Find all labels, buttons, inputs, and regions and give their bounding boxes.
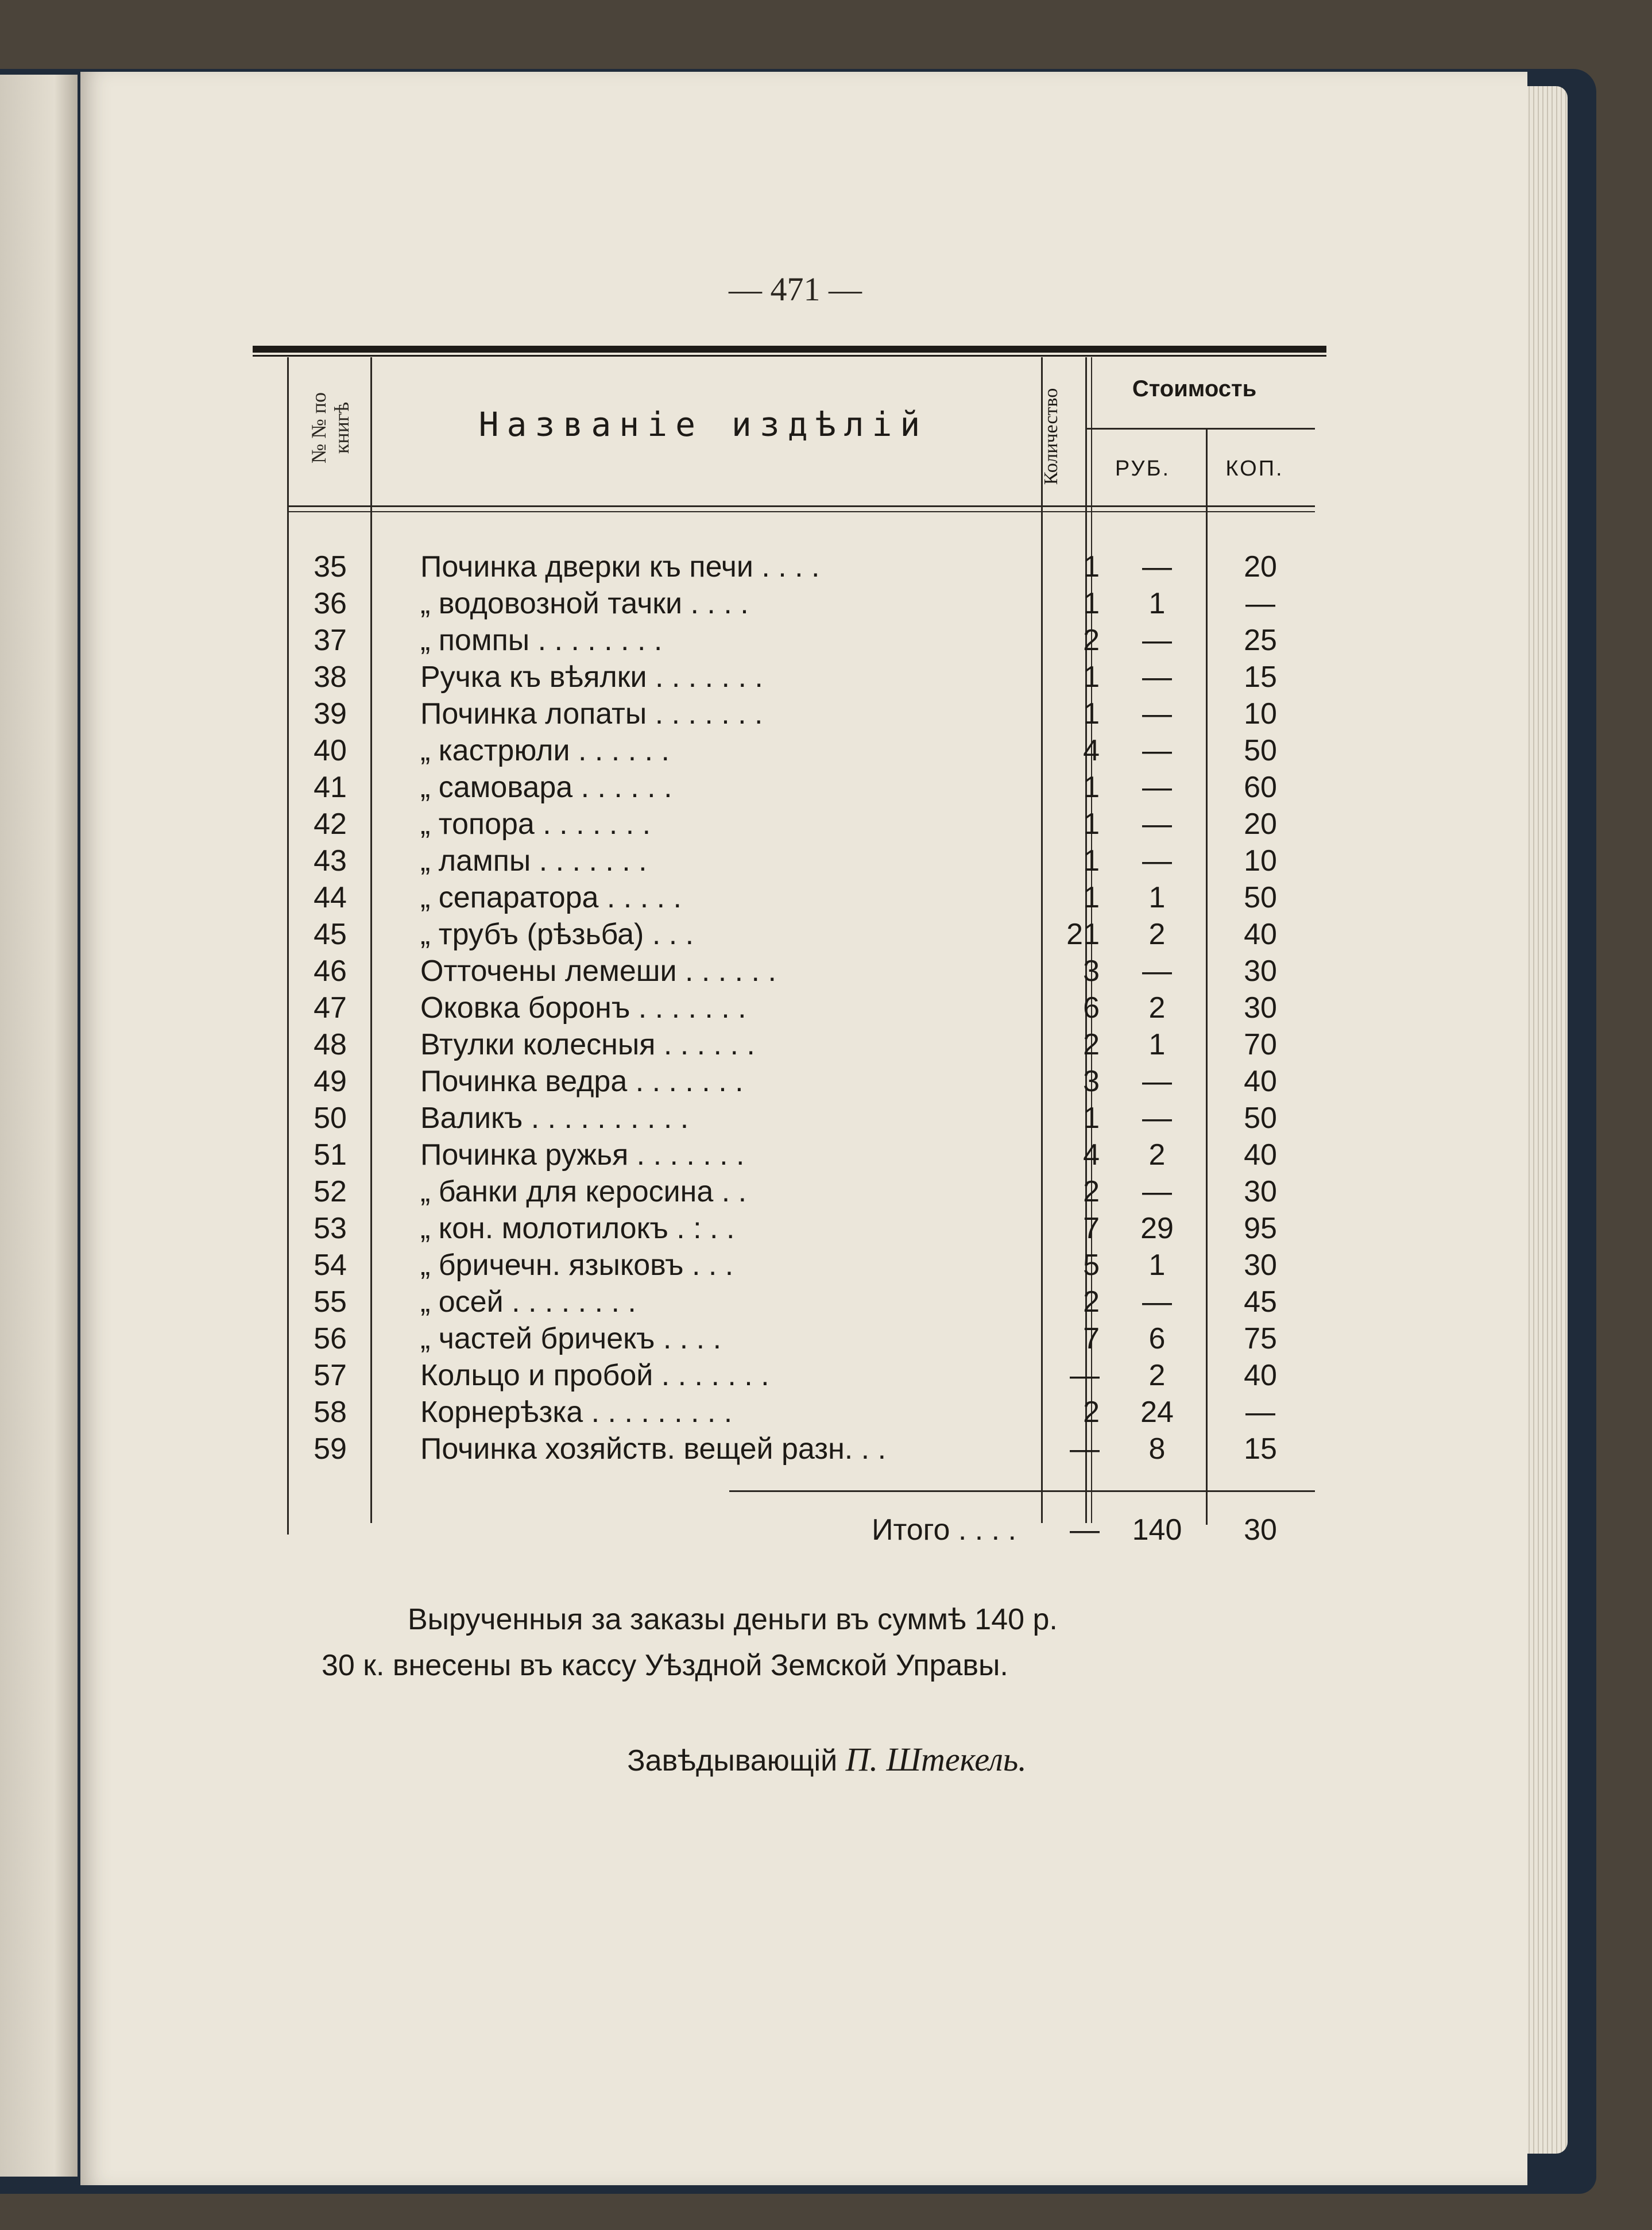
row-name: „ трубъ (рѣзьба) . . . — [420, 918, 694, 951]
table-row — [287, 1394, 1309, 1431]
row-rub: — — [1142, 1065, 1172, 1098]
row-quantity: 1 — [1083, 881, 1100, 914]
table-row — [287, 842, 1309, 879]
row-number: 55 — [314, 1285, 347, 1319]
row-number: 38 — [314, 660, 347, 694]
row-kop: 50 — [1244, 881, 1277, 914]
row-rub: 1 — [1148, 1028, 1166, 1061]
row-kop: 20 — [1244, 550, 1277, 583]
table-row — [287, 1320, 1309, 1357]
row-rub: 24 — [1140, 1396, 1174, 1429]
row-kop: 30 — [1244, 991, 1277, 1025]
row-rub: — — [1142, 660, 1172, 694]
row-kop: 75 — [1244, 1322, 1277, 1355]
table-header-bottom-rule-thin — [287, 511, 1315, 512]
row-name: Починка хозяйств. вещей разн. . . — [420, 1432, 887, 1466]
note-line-2: 30 к. внесены въ кассу Уѣздной Земской Управы. — [322, 1649, 1008, 1682]
row-kop: 15 — [1244, 660, 1277, 694]
row-number: 51 — [314, 1138, 347, 1172]
row-quantity: 4 — [1083, 734, 1100, 767]
table-row — [287, 1210, 1309, 1247]
row-kop: 10 — [1244, 697, 1277, 731]
total-qty: — — [1070, 1513, 1100, 1547]
row-number: 47 — [314, 991, 347, 1025]
table-top-rule — [253, 346, 1326, 353]
total-label: Итого . . . . — [872, 1513, 1016, 1547]
row-rub: 29 — [1140, 1212, 1174, 1245]
row-number: 48 — [314, 1028, 347, 1061]
total-kop: 30 — [1244, 1513, 1277, 1547]
table-total-rule — [729, 1490, 1315, 1492]
row-kop: 25 — [1244, 624, 1277, 657]
row-quantity: 1 — [1083, 771, 1100, 804]
row-name: Починка лопаты . . . . . . . — [420, 697, 763, 731]
row-number: 36 — [314, 587, 347, 620]
row-kop: 70 — [1244, 1028, 1277, 1061]
row-name: „ кастрюли . . . . . . — [420, 734, 670, 767]
row-quantity: — — [1070, 1359, 1100, 1392]
table-row — [287, 659, 1309, 695]
row-quantity: 2 — [1083, 1285, 1100, 1319]
left-page-edge — [0, 75, 78, 2177]
table-row — [287, 695, 1309, 732]
row-kop: 20 — [1244, 807, 1277, 841]
row-rub: — — [1142, 844, 1172, 878]
row-kop: 40 — [1244, 1065, 1277, 1098]
row-number: 44 — [314, 881, 347, 914]
row-rub: — — [1142, 807, 1172, 841]
row-kop: 30 — [1244, 954, 1277, 988]
row-name: Оковка боронъ . . . . . . . — [420, 991, 746, 1025]
signature-name: П. Штекель. — [845, 1741, 1027, 1778]
row-quantity: 2 — [1083, 624, 1100, 657]
row-kop: 10 — [1244, 844, 1277, 878]
row-number: 56 — [314, 1322, 347, 1355]
row-quantity: 1 — [1083, 807, 1100, 841]
row-rub: — — [1142, 1285, 1172, 1319]
row-quantity: 5 — [1083, 1249, 1100, 1282]
row-quantity: 3 — [1083, 954, 1100, 988]
note-paragraph — [322, 1597, 1332, 1688]
note-line-1: Вырученныя за заказы деньги въ суммѣ 140 р. — [408, 1603, 1058, 1636]
row-name: „ самовара . . . . . . — [420, 771, 672, 804]
table-row — [287, 622, 1309, 659]
row-rub: — — [1142, 734, 1172, 767]
table-row — [287, 769, 1309, 806]
row-name: Втулки колесныя . . . . . . — [420, 1028, 755, 1061]
row-rub: — — [1142, 624, 1172, 657]
row-quantity: 2 — [1083, 1028, 1100, 1061]
row-quantity: — — [1070, 1432, 1100, 1466]
row-rub: 1 — [1148, 1249, 1166, 1282]
row-name: Кольцо и пробой . . . . . . . — [420, 1359, 769, 1392]
row-number: 40 — [314, 734, 347, 767]
table-row — [287, 1247, 1309, 1284]
row-quantity: 4 — [1083, 1138, 1100, 1172]
row-kop: 95 — [1244, 1212, 1277, 1245]
row-quantity: 1 — [1083, 660, 1100, 694]
row-rub: 2 — [1148, 991, 1166, 1025]
table-cost-header-rule — [1085, 428, 1315, 430]
row-kop: 40 — [1244, 918, 1277, 951]
row-number: 50 — [314, 1102, 347, 1135]
row-quantity: 1 — [1083, 697, 1100, 731]
row-name: „ частей бричекъ . . . . — [420, 1322, 722, 1355]
row-quantity: 2 — [1083, 1175, 1100, 1208]
row-kop: 50 — [1244, 734, 1277, 767]
row-number: 42 — [314, 807, 347, 841]
table-row — [287, 1063, 1309, 1100]
header-quantity: Количество — [1040, 388, 1062, 485]
row-kop: 50 — [1244, 1102, 1277, 1135]
table-header-bottom-rule — [287, 505, 1315, 507]
row-kop: 40 — [1244, 1359, 1277, 1392]
table-body — [287, 548, 1309, 1467]
table-row — [287, 585, 1309, 622]
row-name: Починка ведра . . . . . . . — [420, 1065, 744, 1098]
row-rub: 2 — [1148, 1359, 1166, 1392]
row-name: „ осей . . . . . . . . — [420, 1285, 636, 1319]
row-quantity: 7 — [1083, 1322, 1100, 1355]
row-name: „ бричечн. языковъ . . . — [420, 1249, 734, 1282]
table-row — [287, 879, 1309, 916]
row-number: 37 — [314, 624, 347, 657]
table-row — [287, 990, 1309, 1026]
row-rub: — — [1142, 954, 1172, 988]
total-row — [287, 1512, 1309, 1548]
row-number: 46 — [314, 954, 347, 988]
header-kop: КОП. — [1225, 457, 1284, 481]
table-row — [287, 1100, 1309, 1137]
row-name: „ кон. молотилокъ . : . . — [420, 1212, 735, 1245]
row-number: 45 — [314, 918, 347, 951]
row-rub: 2 — [1148, 1138, 1166, 1172]
row-kop: 60 — [1244, 771, 1277, 804]
table-row — [287, 806, 1309, 842]
row-kop: — — [1245, 1396, 1275, 1429]
row-kop: — — [1245, 587, 1275, 620]
table-row — [287, 1137, 1309, 1173]
row-name: „ топора . . . . . . . — [420, 807, 651, 841]
row-number: 43 — [314, 844, 347, 878]
row-name: „ водовозной тачки . . . . — [420, 587, 749, 620]
row-name: Починка дверки къ печи . . . . — [420, 550, 820, 583]
row-rub: — — [1142, 1175, 1172, 1208]
row-name: „ лампы . . . . . . . — [420, 844, 647, 878]
row-number: 59 — [314, 1432, 347, 1466]
row-rub: 1 — [1148, 587, 1166, 620]
row-name: Валикъ . . . . . . . . . . — [420, 1102, 689, 1135]
table-row — [287, 1431, 1309, 1467]
row-number: 52 — [314, 1175, 347, 1208]
row-rub: 1 — [1148, 881, 1166, 914]
row-quantity: 1 — [1083, 1102, 1100, 1135]
row-number: 41 — [314, 771, 347, 804]
row-number: 35 — [314, 550, 347, 583]
table-row — [287, 1173, 1309, 1210]
row-kop: 30 — [1244, 1175, 1277, 1208]
table-row — [287, 1284, 1309, 1320]
row-rub: — — [1142, 771, 1172, 804]
table-row — [287, 732, 1309, 769]
page-number: — 471 — — [729, 270, 862, 308]
row-quantity: 21 — [1066, 918, 1100, 951]
row-rub: 6 — [1148, 1322, 1166, 1355]
row-number: 58 — [314, 1396, 347, 1429]
table-row — [287, 953, 1309, 990]
row-name: „ банки для керосина . . — [420, 1175, 747, 1208]
row-name: Ручка къ вѣялки . . . . . . . — [420, 660, 763, 694]
row-number: 49 — [314, 1065, 347, 1098]
table-top-rule-thin — [253, 355, 1326, 357]
row-name: „ сепаратора . . . . . — [420, 881, 682, 914]
total-rub: 140 — [1132, 1513, 1182, 1547]
row-rub: — — [1142, 697, 1172, 731]
row-number: 54 — [314, 1249, 347, 1282]
table-row — [287, 1357, 1309, 1394]
header-name: Названіе издѣлій — [478, 405, 928, 444]
table-row — [287, 548, 1309, 585]
row-quantity: 3 — [1083, 1065, 1100, 1098]
row-quantity: 1 — [1083, 844, 1100, 878]
row-name: Корнерѣзка . . . . . . . . . — [420, 1396, 733, 1429]
table-row — [287, 1026, 1309, 1063]
table-row — [287, 916, 1309, 953]
row-quantity: 7 — [1083, 1212, 1100, 1245]
row-kop: 40 — [1244, 1138, 1277, 1172]
row-number: 53 — [314, 1212, 347, 1245]
row-quantity: 6 — [1083, 991, 1100, 1025]
header-cost: Стоимость — [1132, 376, 1257, 401]
row-kop: 30 — [1244, 1249, 1277, 1282]
row-quantity: 1 — [1083, 587, 1100, 620]
row-rub: — — [1142, 550, 1172, 583]
signature-title: Завѣдывающій — [627, 1744, 838, 1777]
signature — [322, 1740, 1332, 1779]
row-kop: 15 — [1244, 1432, 1277, 1466]
row-name: „ помпы . . . . . . . . — [420, 624, 663, 657]
header-rub: РУБ. — [1115, 457, 1171, 481]
row-number: 57 — [314, 1359, 347, 1392]
row-quantity: 1 — [1083, 550, 1100, 583]
row-rub: 8 — [1148, 1432, 1166, 1466]
row-number: 39 — [314, 697, 347, 731]
row-name: Починка ружья . . . . . . . — [420, 1138, 745, 1172]
row-quantity: 2 — [1083, 1396, 1100, 1429]
row-rub: 2 — [1148, 918, 1166, 951]
row-name: Отточены лемеши . . . . . . — [420, 954, 776, 988]
row-rub: — — [1142, 1102, 1172, 1135]
row-kop: 45 — [1244, 1285, 1277, 1319]
header-number: № № по книгѣ — [307, 392, 353, 463]
